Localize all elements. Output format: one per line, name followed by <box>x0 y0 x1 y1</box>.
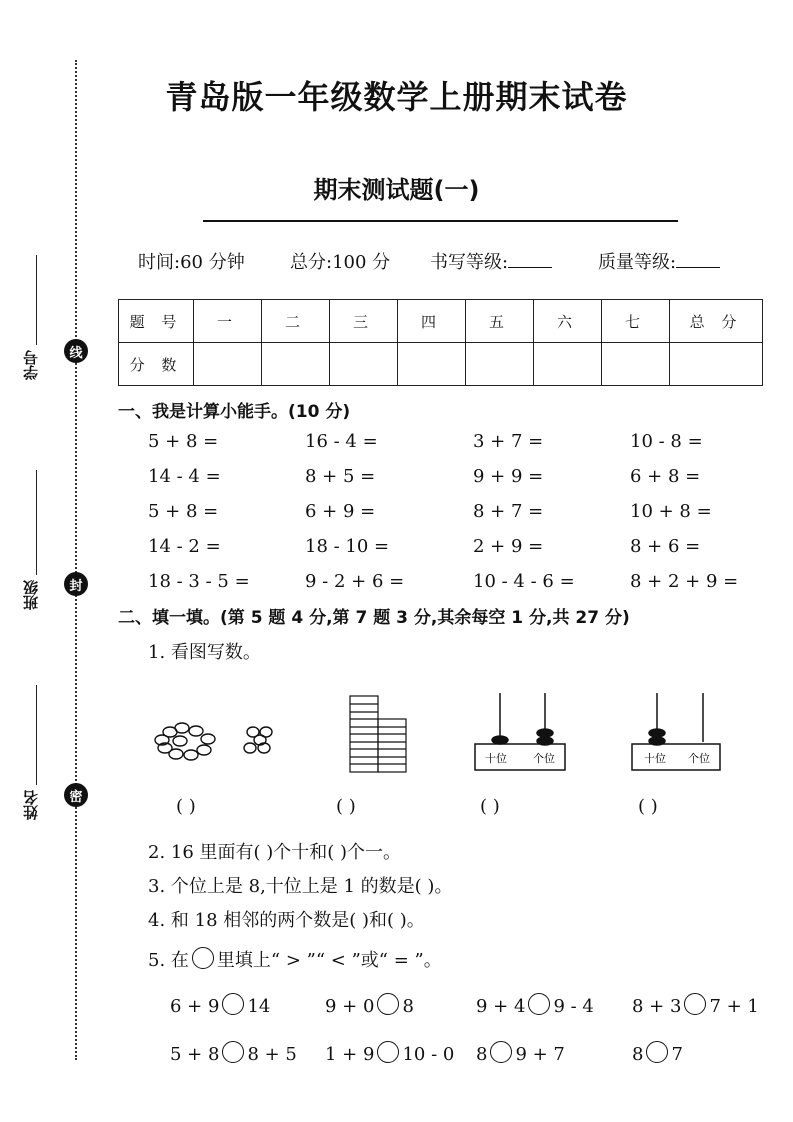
equation: 6 + 8 = <box>630 466 701 487</box>
quality-grade-blank[interactable] <box>676 251 720 268</box>
score-cell[interactable] <box>602 343 670 386</box>
equation: 9 + 9 = <box>473 466 544 487</box>
binding-dotted-line <box>75 60 77 1060</box>
compare-answer-circle[interactable] <box>222 1041 244 1063</box>
score-cell[interactable] <box>262 343 330 386</box>
abacus-1-tens-label: 十位 <box>485 752 507 765</box>
score-cell[interactable] <box>194 343 262 386</box>
compare-left: 1 + 9 <box>325 1044 375 1065</box>
table-cell: 六 <box>534 300 602 343</box>
equation: 9 - 2 + 6 = <box>305 571 405 592</box>
equation: 8 + 2 + 9 = <box>630 571 739 592</box>
compare-right: 7 <box>671 1044 683 1065</box>
question-5: 5. 在 里填上“ > ”“ < ”或“ = ”。 <box>148 946 442 972</box>
compare-answer-circle[interactable] <box>646 1041 668 1063</box>
question-3: 3. 个位上是 8,十位上是 1 的数是( )。 <box>148 876 453 897</box>
compare-answer-circle[interactable] <box>377 993 399 1015</box>
compare-right: 10 - 0 <box>402 1044 455 1065</box>
compare-right: 9 - 4 <box>553 996 594 1017</box>
equation: 8 + 7 = <box>473 501 544 522</box>
equation: 18 - 3 - 5 = <box>148 571 250 592</box>
compare-left: 8 <box>476 1044 488 1065</box>
compare-left: 5 + 8 <box>170 1044 220 1065</box>
equation: 3 + 7 = <box>473 431 544 452</box>
compare-left: 8 <box>632 1044 644 1065</box>
table-cell: 三 <box>330 300 398 343</box>
equation: 10 + 8 = <box>630 501 712 522</box>
score-table-score-row <box>119 343 763 386</box>
equation: 18 - 10 = <box>305 536 390 557</box>
equation: 5 + 8 = <box>148 501 219 522</box>
student-no-label: 学号 <box>22 350 40 380</box>
equation: 5 + 8 = <box>148 431 219 452</box>
score-table <box>118 299 763 386</box>
compare-item <box>632 993 759 1017</box>
table-cell: 七 <box>602 300 670 343</box>
writing-grade-blank[interactable] <box>508 251 552 268</box>
equation: 16 - 4 = <box>305 431 378 452</box>
compare-left: 9 + 0 <box>325 996 375 1017</box>
answer-blank-4[interactable]: ( ) <box>638 796 658 817</box>
equation: 6 + 9 = <box>305 501 376 522</box>
compare-item <box>325 1041 454 1065</box>
answer-blank-3[interactable]: ( ) <box>480 796 500 817</box>
class-blank <box>36 470 37 575</box>
equation: 8 + 5 = <box>305 466 376 487</box>
mark-line-badge: 线 <box>64 339 88 363</box>
score-cell[interactable] <box>330 343 398 386</box>
total-info: 总分:100 分 <box>290 252 391 273</box>
subtitle-rule <box>203 220 678 222</box>
student-no-blank <box>36 255 37 345</box>
compare-item <box>325 993 414 1017</box>
section2-heading: 二、填一填。(第 5 题 4 分,第 7 题 3 分,其余每空 1 分,共 27 分) <box>118 608 630 628</box>
writing-grade: 书写等级: <box>430 248 552 274</box>
compare-right: 14 <box>247 996 271 1017</box>
table-cell: 一 <box>194 300 262 343</box>
stacked-bars-icon <box>350 696 406 772</box>
compare-item <box>476 1041 565 1065</box>
question-4: 4. 和 18 相邻的两个数是( )和( )。 <box>148 910 425 931</box>
page-title: 青岛版一年级数学上册期末试卷 <box>165 78 628 116</box>
picture-row <box>150 688 770 778</box>
compare-item <box>170 993 270 1017</box>
compare-answer-circle[interactable] <box>684 993 706 1015</box>
score-cell[interactable] <box>466 343 534 386</box>
abacus-2-tens-label: 十位 <box>644 752 666 765</box>
quality-grade: 质量等级: <box>598 248 720 274</box>
section1-heading: 一、我是计算小能手。(10 分) <box>118 402 351 422</box>
mark-secret-badge: 密 <box>64 783 88 807</box>
abacus-2-ones-label: 个位 <box>688 752 710 765</box>
table-cell: 分 数 <box>119 343 194 386</box>
class-label: 班级 <box>22 580 40 610</box>
question-1: 1. 看图写数。 <box>148 642 261 663</box>
equation: 8 + 6 = <box>630 536 701 557</box>
compare-left: 9 + 4 <box>476 996 526 1017</box>
score-cell[interactable] <box>398 343 466 386</box>
score-table-header-row <box>119 300 763 343</box>
compare-item <box>170 1041 297 1065</box>
compare-answer-circle[interactable] <box>528 993 550 1015</box>
compare-right: 8 + 5 <box>247 1044 297 1065</box>
name-label: 姓名 <box>22 790 40 820</box>
table-cell: 五 <box>466 300 534 343</box>
five-beads-icon <box>244 727 272 753</box>
compare-answer-circle[interactable] <box>222 993 244 1015</box>
compare-answer-circle[interactable] <box>490 1041 512 1063</box>
ten-beads-ring-icon <box>155 723 215 760</box>
mark-seal-badge: 封 <box>64 572 88 596</box>
compare-item <box>632 1041 683 1065</box>
equation: 14 - 2 = <box>148 536 221 557</box>
abacus-1-ones-label: 个位 <box>533 752 555 765</box>
compare-right: 8 <box>402 996 414 1017</box>
circle-icon <box>192 947 214 969</box>
equation: 2 + 9 = <box>473 536 544 557</box>
compare-item <box>476 993 594 1017</box>
table-cell: 二 <box>262 300 330 343</box>
equation: 10 - 8 = <box>630 431 703 452</box>
score-cell[interactable] <box>670 343 763 386</box>
compare-answer-circle[interactable] <box>377 1041 399 1063</box>
compare-right: 9 + 7 <box>515 1044 565 1065</box>
question-2: 2. 16 里面有( )个十和( )个一。 <box>148 842 402 863</box>
compare-left: 6 + 9 <box>170 996 220 1017</box>
table-cell: 总 分 <box>670 300 763 343</box>
equation: 10 - 4 - 6 = <box>473 571 575 592</box>
time-info: 时间:60 分钟 <box>138 252 245 273</box>
table-cell: 四 <box>398 300 466 343</box>
answer-blank-2[interactable]: ( ) <box>336 796 356 817</box>
table-cell: 题 号 <box>119 300 194 343</box>
page-subtitle: 期末测试题(一) <box>313 176 480 204</box>
compare-left: 8 + 3 <box>632 996 682 1017</box>
score-cell[interactable] <box>534 343 602 386</box>
answer-blank-1[interactable]: ( ) <box>176 796 196 817</box>
equation: 14 - 4 = <box>148 466 221 487</box>
name-blank <box>36 685 37 785</box>
compare-right: 7 + 1 <box>709 996 759 1017</box>
